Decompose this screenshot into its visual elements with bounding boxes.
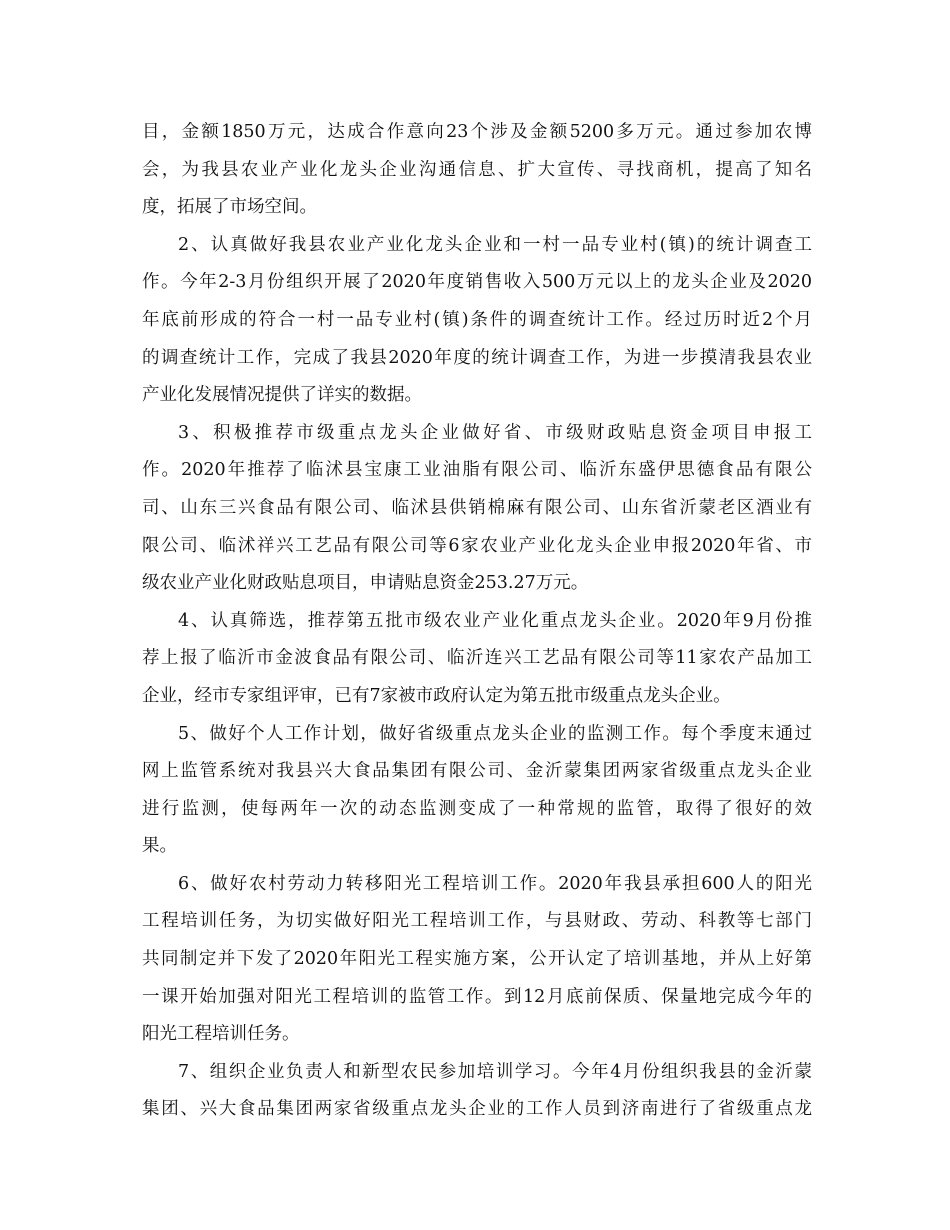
text-line: 网上监管系统对我县兴大食品集团有限公司、金沂蒙集团两家省级重点龙头企业 <box>142 761 812 782</box>
text-line: 3、积极推荐市级重点龙头企业做好省、市级财政贴息资金项目申报工 <box>178 422 812 443</box>
text-line: 年底前形成的符合一村一品专业村(镇)条件的调查统计工作。经过历时近2个月 <box>142 309 812 330</box>
paragraph-4 <box>142 603 812 716</box>
text-line: 度，拓展了市场空间。 <box>142 197 317 218</box>
text-line: 荐上报了临沂市金波食品有限公司、临沂连兴工艺品有限公司等11家农产品加工 <box>142 648 812 669</box>
text-line: 产业化发展情况提供了详实的数据。 <box>142 385 422 406</box>
text-line: 限公司、临沭祥兴工艺品有限公司等6家农业产业化龙头企业申报2020年省、市 <box>142 535 812 556</box>
text-line: 的调查统计工作，完成了我县2020年度的统计调查工作，为进一步摸清我县农业 <box>142 347 812 368</box>
text-line: 级农业产业化财政贴息项目，申请贴息资金253.27万元。 <box>142 573 589 594</box>
text-line: 作。今年2-3月份组织开展了2020年度销售收入500万元以上的龙头企业及2020 <box>142 272 812 293</box>
text-line: 4、认真筛选，推荐第五批市级农业产业化重点龙头企业。2020年9月份推 <box>178 610 812 631</box>
paragraph-1 <box>142 114 812 227</box>
text-line: 阳光工程培训任务。 <box>142 1024 300 1045</box>
paragraph-6 <box>142 866 812 1054</box>
paragraph-7 <box>142 1054 812 1129</box>
text-line: 工程培训任务，为切实做好阳光工程培训工作，与县财政、劳动、科教等七部门 <box>142 911 812 932</box>
text-line: 司、山东三兴食品有限公司、临沭县供销棉麻有限公司、山东省沂蒙老区酒业有 <box>142 497 812 518</box>
text-line: 一课开始加强对阳光工程培训的监管工作。到12月底前保质、保量地完成今年的 <box>142 986 812 1007</box>
text-line: 作。2020年推荐了临沭县宝康工业油脂有限公司、临沂东盛伊思德食品有限公 <box>142 460 812 481</box>
text-line: 共同制定并下发了2020年阳光工程实施方案，公开认定了培训基地，并从上好第 <box>142 949 812 970</box>
text-line: 进行监测，使每两年一次的动态监测变成了一种常规的监管，取得了很好的效 <box>142 798 812 819</box>
paragraph-3 <box>142 415 812 603</box>
paragraph-2 <box>142 227 812 415</box>
text-line: 目，金额1850万元，达成合作意向23个涉及金额5200多万元。通过参加农博 <box>142 122 812 142</box>
text-line: 6、做好农村劳动力转移阳光工程培训工作。2020年我县承担600人的阳光 <box>178 873 812 894</box>
text-line: 果。 <box>142 836 177 857</box>
paragraph-5 <box>142 716 812 866</box>
text-line: 7、组织企业负责人和新型农民参加培训学习。今年4月份组织我县的金沂蒙 <box>178 1061 812 1082</box>
document-body <box>142 114 812 1129</box>
text-line: 会，为我县农业产业化龙头企业沟通信息、扩大宣传、寻找商机，提高了知名 <box>142 159 812 180</box>
text-line: 集团、兴大食品集团两家省级重点龙头企业的工作人员到济南进行了省级重点龙 <box>142 1099 812 1120</box>
text-line: 2、认真做好我县农业产业化龙头企业和一村一品专业村(镇)的统计调查工 <box>178 234 812 255</box>
text-line: 企业，经市专家组评审，已有7家被市政府认定为第五批市级重点龙头企业。 <box>142 685 731 706</box>
text-line: 5、做好个人工作计划，做好省级重点龙头企业的监测工作。每个季度末通过 <box>178 723 812 744</box>
